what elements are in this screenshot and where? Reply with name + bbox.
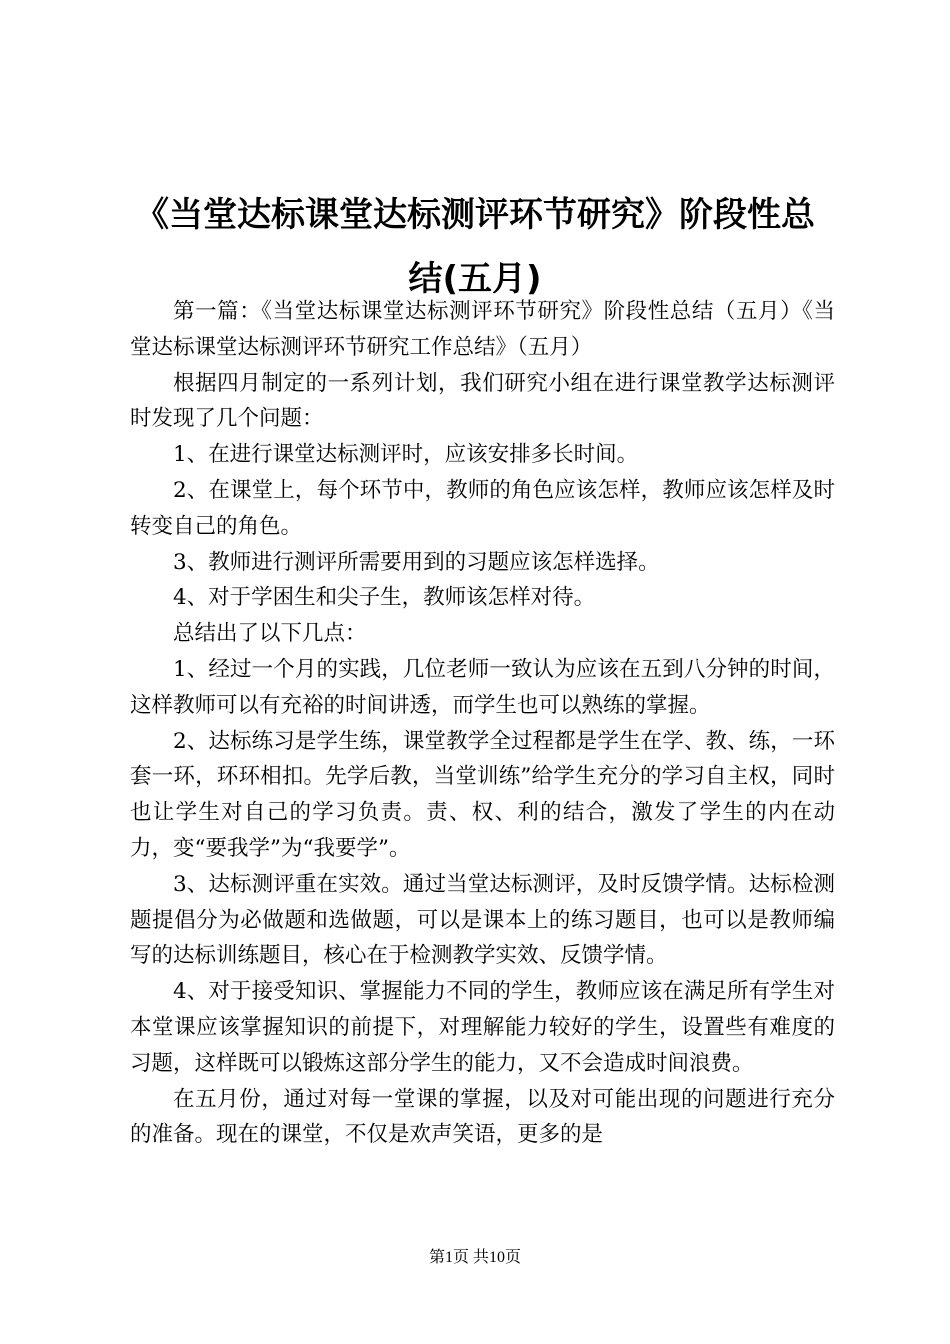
page-footer: 第1页 共10页 bbox=[428, 1249, 521, 1266]
paragraph: 2、达标练习是学生练，课堂教学全过程都是学生在学、教、练，一环套一环，环环相扣。先学后教，当堂训练”给学生充分的学习自主权，同时也让学生对自己的学习负责。责、权、利的结合，激发了学生的内在动力，变“要我学”为“我要学”。 bbox=[130, 728, 835, 861]
paragraph: 第一篇：《当堂达标课堂达标测评环节研究》阶段性总结（五月）《当堂达标课堂达标测评环节研究工作总结》（五月） bbox=[130, 299, 835, 360]
paragraph: 1、在进行课堂达标测评时，应该安排多长时间。 bbox=[173, 442, 639, 468]
paragraph: 总结出了以下几点： bbox=[173, 621, 367, 647]
paragraph: 根据四月制定的一系列计划，我们研究小组在进行课堂教学达标测评时发现了几个问题： bbox=[130, 370, 835, 432]
paragraph: 4、对于学困生和尖子生，教师该怎样对待。 bbox=[173, 585, 596, 611]
document-title bbox=[120, 183, 830, 311]
document-body bbox=[130, 294, 835, 1153]
paragraph: 在五月份，通过对每一堂课的掌握，以及对可能出现的问题进行充分的准备。现在的课堂，不仅是欢声笑语，更多的是 bbox=[130, 1086, 835, 1148]
paragraph: 3、教师进行测评所需要用到的习题应该怎样选择。 bbox=[173, 549, 660, 575]
paragraph: 4、对于接受知识、掌握能力不同的学生，教师应该在满足所有学生对本堂课应该掌握知识的前提下，对理解能力较好的学生，设置些有难度的习题，这样既可以锻炼这部分学生的能力，又不会造成时间浪费。 bbox=[130, 979, 835, 1076]
paragraph: 2、在课堂上，每个环节中，教师的角色应该怎样，教师应该怎样及时转变自己的角色。 bbox=[130, 477, 835, 539]
title-line-2: 结(五月) bbox=[408, 259, 542, 299]
paragraph: 3、达标测评重在实效。通过当堂达标测评，及时反馈学情。达标检测题提倡分为必做题和选做题，可以是课本上的练习题目，也可以是教师编写的达标训练题目，核心在于检测教学实效、反馈学情。 bbox=[130, 871, 835, 969]
title-line-1: 《当堂达标课堂达标测评环节研究》阶段性总 bbox=[135, 195, 815, 235]
paragraph: 1、经过一个月的实践，几位老师一致认为应该在五到八分钟的时间，这样教师可以有充裕的时间讲透，而学生也可以熟练的掌握。 bbox=[130, 656, 835, 718]
